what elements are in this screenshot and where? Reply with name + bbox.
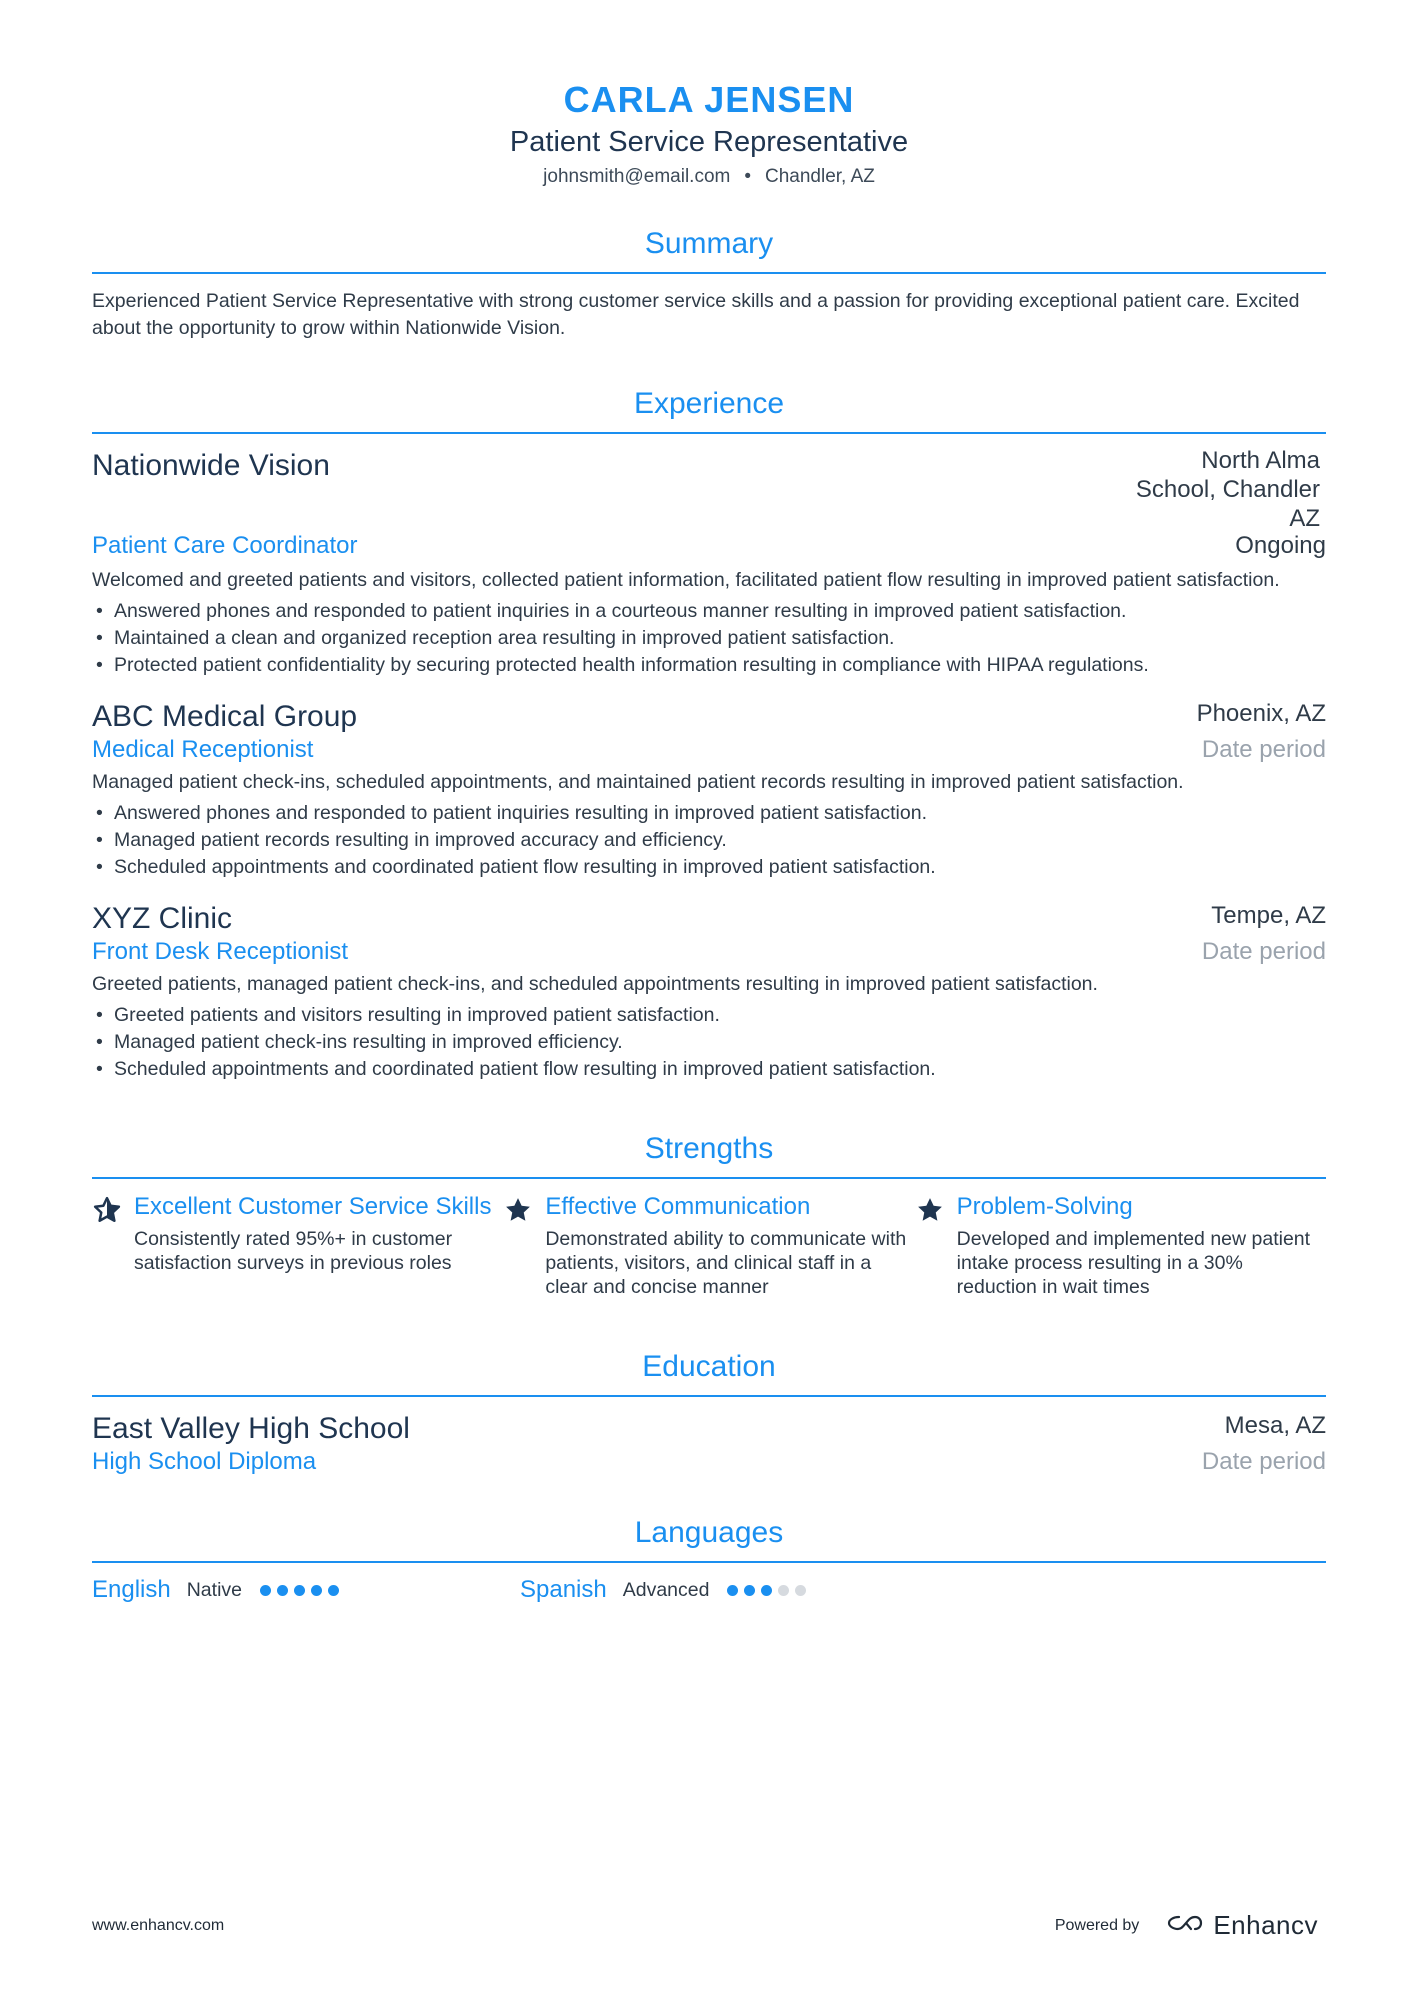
job-location-line: School, Chandler — [1135, 476, 1320, 503]
language-proficiency-dots — [260, 1585, 345, 1596]
strength-body — [134, 1193, 503, 1299]
strength-item — [915, 1193, 1326, 1299]
education-heading: Education — [92, 1349, 1326, 1397]
resume-header — [92, 78, 1326, 190]
contact-separator: • — [744, 166, 751, 187]
job-header-row — [92, 901, 1326, 937]
candidate-name: CARLA JENSEN — [563, 79, 855, 120]
job-role-row — [92, 531, 1326, 561]
candidate-title: Patient Service Representative — [509, 126, 909, 158]
strength-title: Effective Communication — [545, 1193, 811, 1220]
star-icon — [915, 1193, 957, 1299]
job-role-row — [92, 937, 1326, 967]
job-bullet: • Greeted patients and visitors resulting in improved patient satisfaction. — [92, 1002, 1326, 1029]
experience-entry — [92, 901, 1326, 1083]
job-location-line: North Alma — [1201, 447, 1320, 474]
job-location: Tempe, AZ — [1211, 902, 1326, 929]
job-description: Welcomed and greeted patients and visitors, collected patient information, facilitated patient flow resulting in improved patient satisfaction. — [92, 569, 1280, 591]
strength-description: Consistently rated 95%+ in customer satisfaction surveys in previous roles — [134, 1228, 453, 1274]
job-location: Phoenix, AZ — [1196, 700, 1326, 727]
proficiency-dot-empty — [778, 1585, 789, 1596]
job-bullet: • Managed patient records resulting in improved accuracy and efficiency. — [92, 827, 1326, 854]
language-name: English — [92, 1576, 171, 1603]
company-name: ABC Medical Group — [92, 700, 358, 733]
job-role: Front Desk Receptionist — [92, 938, 349, 965]
job-header-row — [92, 446, 1326, 533]
strengths-heading: Strengths — [92, 1131, 1326, 1179]
job-description: Greeted patients, managed patient check-ins, and scheduled appointments resulting in improved patient satisfaction. — [92, 973, 1098, 995]
language-item — [92, 1575, 520, 1605]
proficiency-dot-filled — [260, 1585, 271, 1596]
proficiency-dot-filled — [311, 1585, 322, 1596]
job-role: Patient Care Coordinator — [92, 532, 358, 559]
strength-body — [957, 1193, 1326, 1299]
summary-heading: Summary — [92, 226, 1326, 274]
footer-url[interactable]: www.enhancv.com — [92, 1916, 225, 1934]
experience-entry — [92, 446, 1326, 679]
job-bullet: • Managed patient check-ins resulting in improved efficiency. — [92, 1029, 1326, 1056]
job-description: Managed patient check-ins, scheduled appointments, and maintained patient records resulting in improved patient satisfaction. — [92, 771, 1184, 793]
contact-line — [92, 164, 1326, 190]
job-bullet: • Protected patient confidentiality by securing protected health information resulting in compliance with HIPAA regulations. — [92, 652, 1326, 679]
strength-item — [92, 1193, 503, 1299]
languages-section — [92, 1515, 1326, 1605]
brand-name: Enhancv — [1213, 1910, 1318, 1940]
star-outline-icon — [92, 1193, 134, 1299]
job-date: Date period — [1201, 736, 1326, 763]
job-date: Ongoing — [1235, 532, 1326, 559]
proficiency-dot-filled — [761, 1585, 772, 1596]
job-bullets — [92, 1002, 1326, 1083]
page-footer — [92, 1910, 1318, 1941]
summary-text: Experienced Patient Service Representative with strong customer service skills and a passion for providing exceptional patient care. Excited about the opportunity to grow within Nationwide Vision. — [92, 290, 1300, 339]
job-date: Date period — [1201, 938, 1326, 965]
job-header-row — [92, 699, 1326, 735]
company-name: XYZ Clinic — [92, 902, 233, 935]
strength-title: Problem-Solving — [956, 1193, 1133, 1220]
strength-description: Developed and implemented new patient intake process resulting in a 30% reduction in wait times — [956, 1228, 1311, 1298]
strength-description: Demonstrated ability to communicate with patients, visitors, and clinical staff in a clear and concise manner — [545, 1228, 907, 1298]
proficiency-dot-filled — [727, 1585, 738, 1596]
strengths-section — [92, 1131, 1326, 1299]
languages-list — [92, 1575, 1326, 1605]
education-degree-row — [92, 1447, 1326, 1477]
experience-entry — [92, 699, 1326, 881]
experience-heading: Experience — [92, 386, 1326, 434]
language-proficiency-dots — [727, 1585, 812, 1596]
school-location: Mesa, AZ — [1224, 1412, 1326, 1439]
job-bullet: • Scheduled appointments and coordinated patient flow resulting in improved patient satisfaction. — [92, 1056, 1326, 1083]
job-location-line: AZ — [1289, 505, 1320, 532]
job-role-row — [92, 735, 1326, 765]
strengths-list — [92, 1193, 1326, 1299]
proficiency-dot-filled — [328, 1585, 339, 1596]
language-level: Advanced — [622, 1578, 710, 1601]
contact-email[interactable]: johnsmith@email.com — [543, 166, 731, 187]
experience-section — [92, 386, 1326, 1083]
job-bullet: • Answered phones and responded to patient inquiries resulting in improved patient satisfaction. — [92, 800, 1326, 827]
resume-content — [92, 78, 1326, 1605]
language-level: Native — [186, 1578, 242, 1601]
language-name: Spanish — [520, 1576, 607, 1603]
proficiency-dot-filled — [744, 1585, 755, 1596]
degree: High School Diploma — [92, 1448, 317, 1475]
education-header-row — [92, 1411, 1326, 1447]
proficiency-dot-empty — [795, 1585, 806, 1596]
summary-section — [92, 226, 1326, 342]
job-bullets — [92, 800, 1326, 881]
strength-item — [503, 1193, 914, 1299]
job-bullet: • Answered phones and responded to patient inquiries in a courteous manner resulting in improved patient satisfaction. — [92, 598, 1326, 625]
enhancv-logo-icon[interactable] — [1165, 1911, 1205, 1940]
star-icon — [503, 1193, 545, 1299]
education-date: Date period — [1201, 1448, 1326, 1475]
strength-title: Excellent Customer Service Skills — [134, 1193, 492, 1220]
powered-by-label: Powered by — [1054, 1916, 1140, 1934]
language-item — [520, 1575, 948, 1605]
job-bullet: • Scheduled appointments and coordinated patient flow resulting in improved patient satisfaction. — [92, 854, 1326, 881]
job-bullet: • Maintained a clean and organized reception area resulting in improved patient satisfaction. — [92, 625, 1326, 652]
job-bullets — [92, 598, 1326, 679]
school-name: East Valley High School — [92, 1412, 410, 1445]
contact-location: Chandler, AZ — [765, 166, 875, 187]
proficiency-dot-filled — [294, 1585, 305, 1596]
job-location — [1136, 446, 1320, 533]
job-role: Medical Receptionist — [92, 736, 314, 763]
proficiency-dot-filled — [277, 1585, 288, 1596]
strength-body — [545, 1193, 914, 1299]
education-section — [92, 1349, 1326, 1477]
company-name: Nationwide Vision — [92, 449, 330, 482]
languages-heading: Languages — [92, 1515, 1326, 1563]
powered-by — [1055, 1910, 1318, 1941]
